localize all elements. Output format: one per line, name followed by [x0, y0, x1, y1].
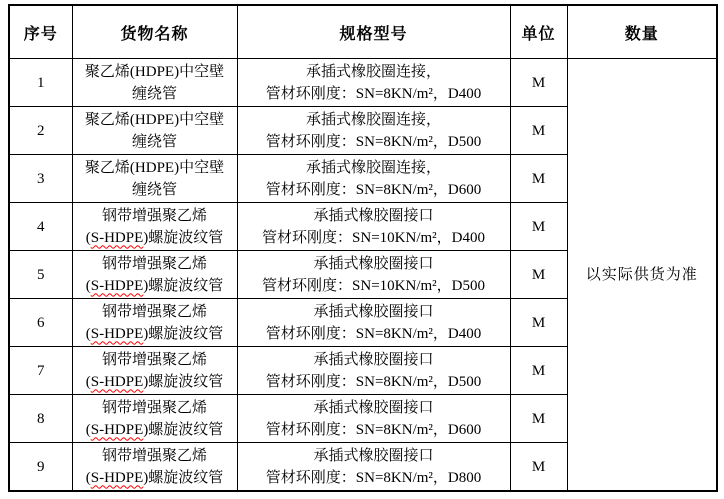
- cell-unit: M: [510, 443, 567, 492]
- name-line-1: 钢带增强聚乙烯: [101, 351, 207, 368]
- name-line-1: 聚乙烯(HDPE)中空壁: [84, 63, 225, 80]
- cell-goods-name: [72, 395, 237, 443]
- name-line-2: [75, 83, 235, 105]
- misspelled-word: S-HDPE: [90, 277, 144, 294]
- col-header-goods-name: 货物名称: [72, 5, 237, 59]
- spec-line-1: 承插式橡胶圈接口: [313, 255, 434, 272]
- name-line2-before: (: [85, 421, 91, 438]
- name-line-2: [75, 275, 235, 297]
- cell-goods-name: [72, 59, 237, 107]
- name-line-1: 聚乙烯(HDPE)中空壁: [84, 159, 225, 176]
- cell-unit: M: [510, 299, 567, 347]
- cell-quantity-note: 以实际供货为准: [567, 59, 717, 492]
- header-row: [9, 5, 717, 59]
- cell-spec: [237, 395, 510, 443]
- spec-line-1: 承插式橡胶圈接口: [313, 351, 434, 368]
- name-line-2: [75, 371, 235, 393]
- spec-line-1: 承插式橡胶圈接口: [313, 303, 434, 320]
- name-line-2: [75, 179, 235, 201]
- spec-line-2: 管材环刚度：SN=10KN/m²，D500: [262, 277, 485, 294]
- spec-line-2: 管材环刚度：SN=8KN/m²，D500: [265, 133, 482, 150]
- name-line-2: [75, 131, 235, 153]
- name-line2-before: 缠绕管: [131, 85, 177, 102]
- cell-seq: 6: [9, 299, 72, 347]
- cell-spec: [237, 59, 510, 107]
- spec-line-1: 承插式橡胶圈接口: [313, 399, 434, 416]
- cell-seq: 5: [9, 251, 72, 299]
- cell-spec: [237, 443, 510, 492]
- name-line2-before: (: [85, 373, 91, 390]
- name-line2-before: 缠绕管: [131, 133, 177, 150]
- spec-line-1: 承插式橡胶圈接口: [313, 447, 434, 464]
- name-line2-after: )螺旋波纹管: [143, 373, 224, 390]
- cell-seq: 8: [9, 395, 72, 443]
- cell-seq: 7: [9, 347, 72, 395]
- name-line-1: 聚乙烯(HDPE)中空壁: [84, 111, 225, 128]
- misspelled-word: S-HDPE: [90, 325, 144, 342]
- name-line2-before: (: [85, 277, 91, 294]
- name-line-2: [75, 323, 235, 345]
- spec-line-2: 管材环刚度：SN=8KN/m²，D600: [265, 421, 482, 438]
- cell-spec: [237, 155, 510, 203]
- name-line2-before: (: [85, 229, 91, 246]
- cell-unit: M: [510, 155, 567, 203]
- spec-line-2: 管材环刚度：SN=8KN/m²，D400: [265, 325, 482, 342]
- name-line2-before: (: [85, 469, 91, 486]
- misspelled-word: S-HDPE: [90, 373, 144, 390]
- cell-unit: M: [510, 59, 567, 107]
- cell-goods-name: [72, 443, 237, 492]
- name-line-2: [75, 467, 235, 489]
- goods-table: [8, 4, 718, 492]
- cell-unit: M: [510, 347, 567, 395]
- spec-line-2: 管材环刚度：SN=10KN/m²，D400: [262, 229, 485, 246]
- name-line2-after: )螺旋波纹管: [143, 325, 224, 342]
- name-line-1: 钢带增强聚乙烯: [101, 207, 207, 224]
- cell-goods-name: [72, 203, 237, 251]
- cell-spec: [237, 203, 510, 251]
- cell-unit: M: [510, 107, 567, 155]
- cell-unit: M: [510, 251, 567, 299]
- cell-seq: 4: [9, 203, 72, 251]
- spec-line-2: 管材环刚度：SN=8KN/m²，D800: [265, 469, 482, 486]
- cell-goods-name: [72, 347, 237, 395]
- spec-line-2: 管材环刚度：SN=8KN/m²，D600: [265, 181, 482, 198]
- misspelled-word: S-HDPE: [90, 469, 144, 486]
- cell-goods-name: [72, 299, 237, 347]
- misspelled-word: S-HDPE: [90, 421, 144, 438]
- table-row: [9, 59, 717, 107]
- cell-unit: M: [510, 395, 567, 443]
- spec-line-1: 承插式橡胶圈连接，: [305, 159, 441, 176]
- name-line-1: 钢带增强聚乙烯: [101, 447, 207, 464]
- name-line-1: 钢带增强聚乙烯: [101, 255, 207, 272]
- cell-seq: 9: [9, 443, 72, 492]
- cell-seq: 1: [9, 59, 72, 107]
- spec-line-2: 管材环刚度：SN=8KN/m²，D500: [265, 373, 482, 390]
- name-line-2: [75, 419, 235, 441]
- cell-seq: 2: [9, 107, 72, 155]
- col-header-seq: 序号: [9, 5, 72, 59]
- name-line2-after: )螺旋波纹管: [143, 421, 224, 438]
- name-line-2: [75, 227, 235, 249]
- name-line2-after: )螺旋波纹管: [143, 229, 224, 246]
- name-line2-after: )螺旋波纹管: [143, 277, 224, 294]
- cell-unit: M: [510, 203, 567, 251]
- col-header-unit: 单位: [510, 5, 567, 59]
- spec-line-2: 管材环刚度：SN=8KN/m²，D400: [265, 85, 482, 102]
- name-line-1: 钢带增强聚乙烯: [101, 303, 207, 320]
- cell-goods-name: [72, 107, 237, 155]
- name-line-1: 钢带增强聚乙烯: [101, 399, 207, 416]
- cell-spec: [237, 299, 510, 347]
- spec-line-1: 承插式橡胶圈接口: [313, 207, 434, 224]
- cell-goods-name: [72, 155, 237, 203]
- misspelled-word: S-HDPE: [90, 229, 144, 246]
- cell-spec: [237, 107, 510, 155]
- name-line2-after: )螺旋波纹管: [143, 469, 224, 486]
- cell-spec: [237, 347, 510, 395]
- cell-goods-name: [72, 251, 237, 299]
- cell-spec: [237, 251, 510, 299]
- col-header-quantity: 数量: [567, 5, 717, 59]
- name-line2-before: 缠绕管: [131, 181, 177, 198]
- col-header-spec-model: 规格型号: [237, 5, 510, 59]
- spec-line-1: 承插式橡胶圈连接，: [305, 111, 441, 128]
- name-line2-before: (: [85, 325, 91, 342]
- cell-seq: 3: [9, 155, 72, 203]
- spec-line-1: 承插式橡胶圈连接，: [305, 63, 441, 80]
